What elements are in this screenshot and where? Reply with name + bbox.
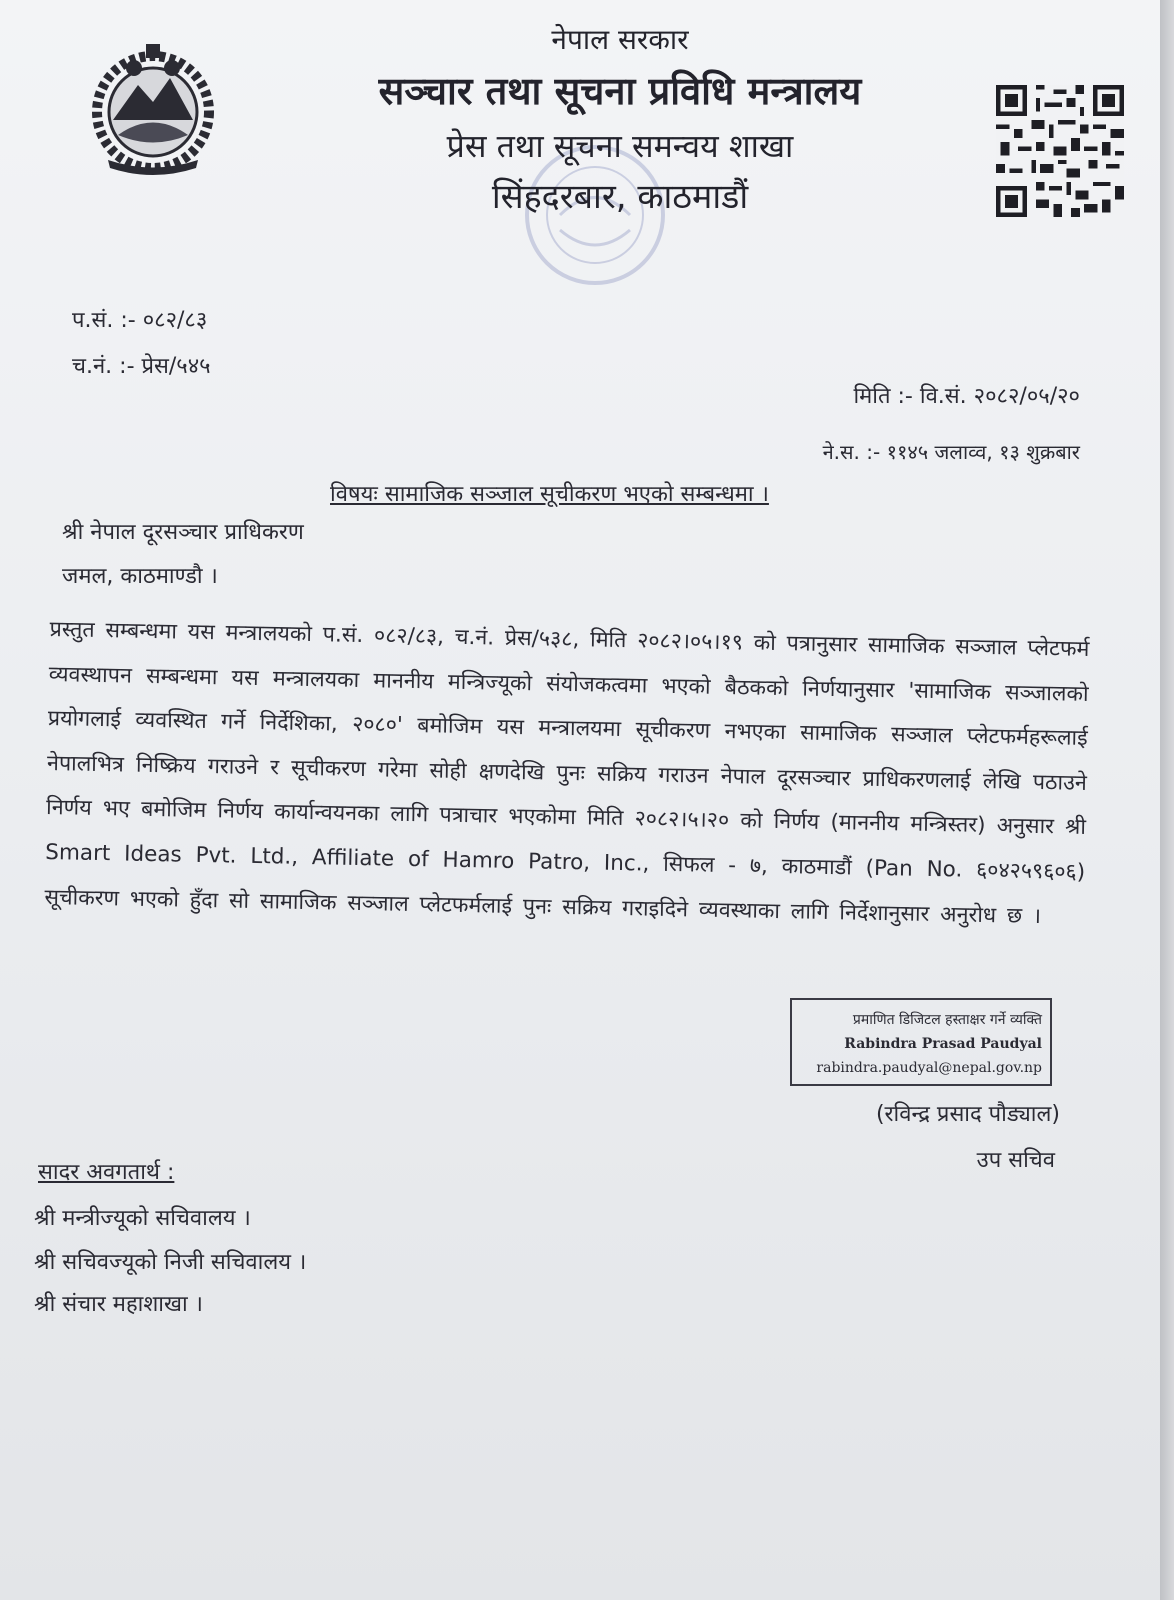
addressee-name: श्री नेपाल दूरसञ्चार प्राधिकरण	[62, 520, 304, 545]
signature-caption: प्रमाणित डिजिटल हस्ताक्षर गर्ने व्यक्ति	[852, 1012, 1042, 1028]
government-title: नेपाल सरकार	[551, 23, 689, 56]
dispatch-number: च.नं. :- प्रेस/५४५	[72, 354, 211, 379]
nepal-emblem-icon	[78, 40, 228, 180]
signer-name-latin: Rabindra Prasad Paudyal	[844, 1036, 1042, 1052]
page-edge	[1160, 0, 1174, 1600]
letter-subject: विषयः सामाजिक सञ्जाल सूचीकरण भएको सम्बन्धमा ।	[330, 482, 769, 507]
signer-email: rabindra.paudyal@nepal.gov.np	[816, 1060, 1042, 1076]
date-nepal-sambat: ने.स. :- ११४५ जलाव्व, १३ शुक्रबार	[822, 440, 1080, 464]
digital-signature-box	[790, 998, 1052, 1086]
copy-recipient: श्री संचार महाशाखा ।	[34, 1292, 204, 1317]
ministry-title: सञ्चार तथा सूचना प्रविधि मन्त्रालय	[378, 69, 862, 113]
copy-recipient: श्री सचिवज्यूको निजी सचिवालय ।	[34, 1250, 307, 1275]
letter-body: प्रस्तुत सम्बन्धमा यस मन्त्रालयको प.सं. ०८२/८३, च.नं. प्रेस/५३८, मिति २०८२।०५।१९ को पत्रानुसार सामाजिक सञ्जाल प्लेटफर्म व्यवस्थापन सम्बन्धमा यस मन्त्रालयका माननीय मन्त्रिज्यूको संयोजकत्वमा भएको बैठकको निर्णयानुसार 'सामाजिक सञ्जालको प्रयोगलाई व्यवस्थित गर्ने निर्देशिका, २०८०' बमोजिम यस मन्त्रालयमा सूचीकरण नभएका सामाजिक सञ्जाल प्लेटफर्महरूलाई नेपालभित्र निष्क्रिय गराउने र सूचीकरण गरेमा सोही क्षणदेखि पुनः सक्रिय गराउन नेपाल दूरसञ्चार प्राधिकरणलाई लेखि पठाउने निर्णय भए बमोजिम निर्णय कार्यान्वयनका लागि पत्राचार भएकोमा मिति २०८२।५।२० को निर्णय (माननीय मन्त्रिस्तर) अनुसार श्री Smart Ideas Pvt. Ltd., Affiliate of Hamro Patro, Inc., सिफल - ७, काठमाडौं (Pan No. ६०४२५९६०६) सूचीकरण भएको हुँदा सो सामाजिक सञ्जाल प्लेटफर्मलाई पुनः सक्रिय गराइदिने व्यवस्थाका लागि निर्देशानुसार अनुरोध छ ।	[44, 616, 1090, 929]
signer-name: (रविन्द्र प्रसाद पौड्याल)	[875, 1102, 1060, 1127]
date-bikram-sambat: मिति :- वि.सं. २०८२/०५/२०	[853, 384, 1080, 409]
addressee-place: जमल, काठमाण्डौ ।	[62, 564, 218, 589]
copies-heading: सादर अवगतार्थ :	[38, 1160, 175, 1185]
copy-recipient: श्री मन्त्रीज्यूको सचिवालय ।	[34, 1206, 251, 1231]
signer-designation: उप सचिव	[976, 1148, 1055, 1173]
letter-number: प.सं. :- ०८२/८३	[72, 308, 208, 333]
office-location: सिंहदरबार, काठमाडौं	[491, 177, 749, 217]
section-title: प्रेस तथा सूचना समन्वय शाखा	[446, 127, 794, 165]
qr-code-icon	[996, 85, 1124, 217]
